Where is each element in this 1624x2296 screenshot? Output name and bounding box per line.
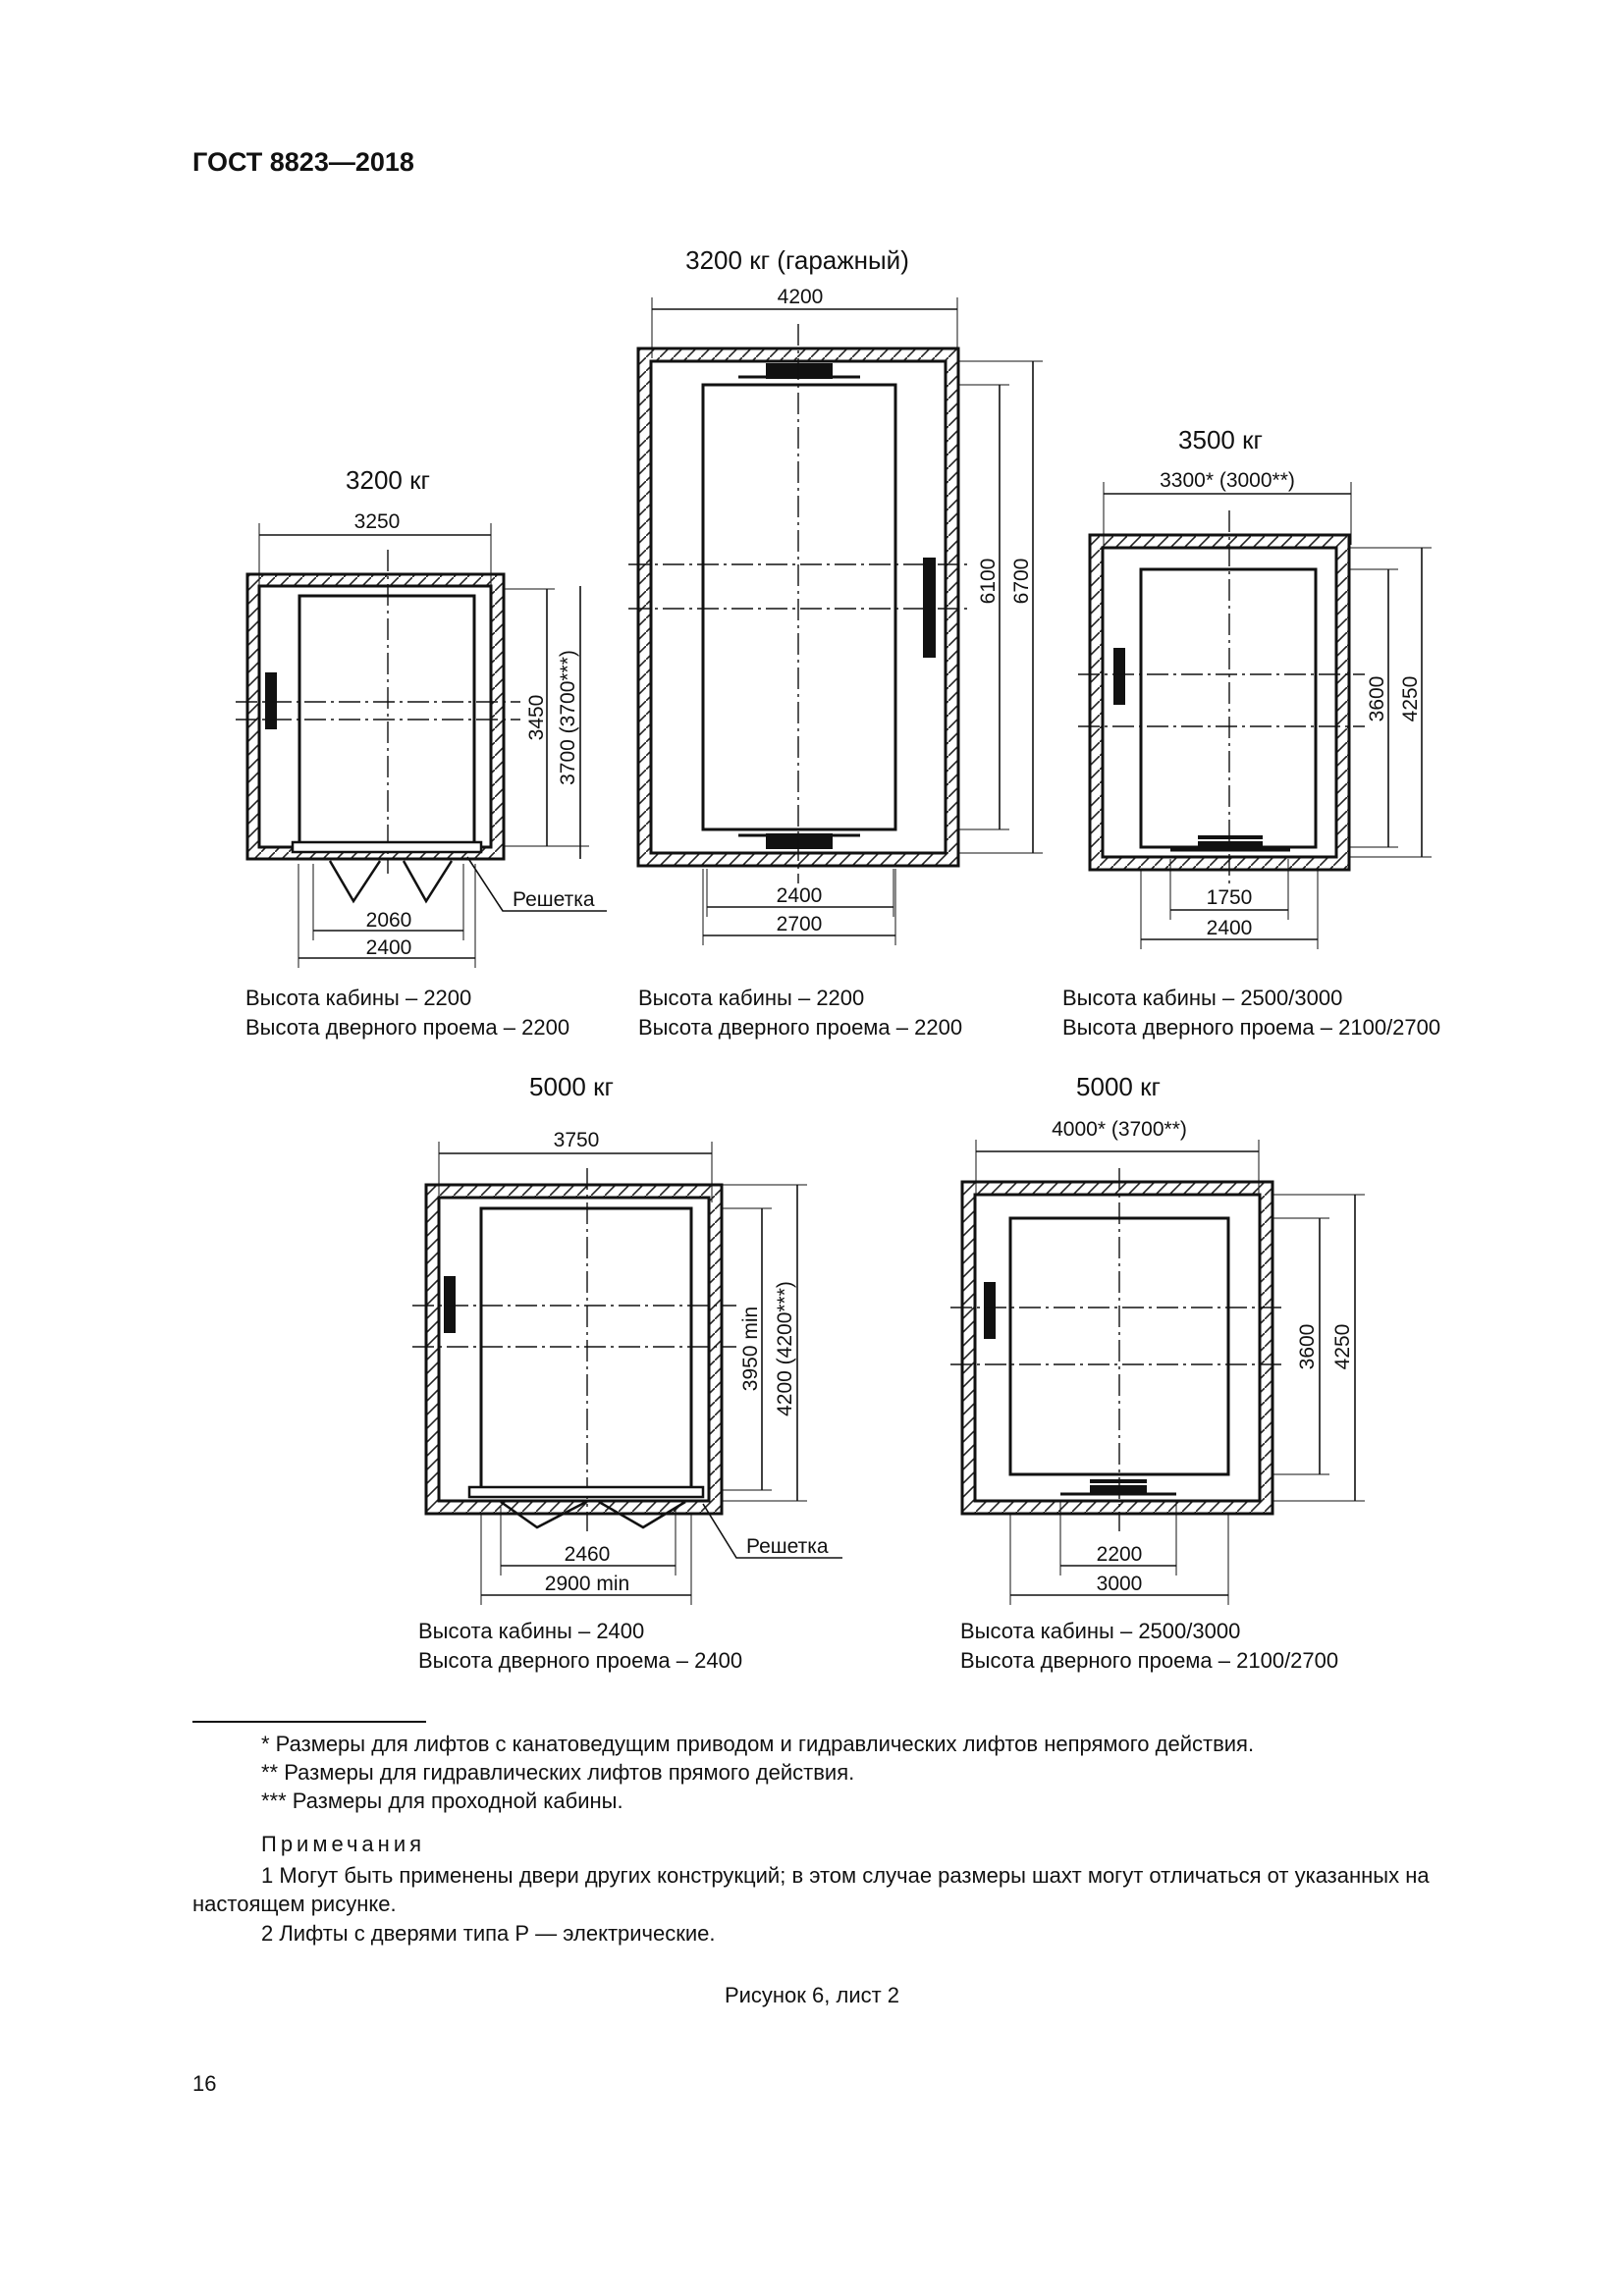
door-outer-d1: 2400 xyxy=(365,936,412,959)
depth-outer-d5: 4250 xyxy=(1331,1323,1354,1370)
title-d3: 3500 кг xyxy=(1178,425,1263,454)
depth-inner-d4: 3950 min xyxy=(739,1306,762,1392)
depth-inner-d3: 3600 xyxy=(1366,675,1388,722)
width-d1: 3250 xyxy=(353,510,401,533)
door-height-d5: Высота дверного проема – 2100/2700 xyxy=(960,1648,1339,1673)
width-d5: 4000* (3700**) xyxy=(1052,1118,1187,1141)
title-d5: 5000 кг xyxy=(1076,1072,1161,1101)
depth-outer-d1: 3700 (3700***) xyxy=(557,650,579,785)
cab-height-d4: Высота кабины – 2400 xyxy=(418,1619,645,1643)
door-inner-d2: 2400 xyxy=(776,884,823,907)
title-d1: 3200 кг xyxy=(346,465,430,495)
door-height-d1: Высота дверного проема – 2200 xyxy=(245,1015,570,1040)
caption-d3 xyxy=(1062,984,1440,1042)
depth-inner-d5: 3600 xyxy=(1296,1323,1319,1370)
grille-label-d4: Решетка xyxy=(746,1535,829,1558)
cab-height-d3: Высота кабины – 2500/3000 xyxy=(1062,986,1343,1010)
depth-inner-d2: 6100 xyxy=(977,558,1000,605)
diagram-3500-kg xyxy=(1078,425,1432,949)
diagram-5000-kg-b xyxy=(950,1072,1365,1605)
door-inner-d5: 2200 xyxy=(1096,1543,1143,1566)
cab-height-d5: Высота кабины – 2500/3000 xyxy=(960,1619,1241,1643)
depth-outer-d3: 4250 xyxy=(1399,675,1422,722)
door-inner-d3: 1750 xyxy=(1206,886,1253,909)
page-number: 16 xyxy=(192,2071,217,2096)
footnote-1: * Размеры для лифтов с канатоведущим приводом и гидравлических лифтов непрямого действия. xyxy=(261,1732,1255,1756)
door-height-d2: Высота дверного проема – 2200 xyxy=(638,1015,963,1040)
width-d2: 4200 xyxy=(777,286,824,308)
diagram-3200-kg xyxy=(236,465,607,968)
note-1: 1 Могут быть применены двери других конструкций; в этом случае размеры шахт могут отличаться от указанных на настоящем рисунке. xyxy=(192,1863,1430,1916)
depth-outer-d4: 4200 (4200***) xyxy=(774,1281,796,1416)
grille-label-d1: Решетка xyxy=(513,888,595,911)
door-inner-d4: 2460 xyxy=(564,1543,611,1566)
document-code: ГОСТ 8823—2018 xyxy=(192,147,414,177)
notes-title: Примечания xyxy=(261,1832,426,1856)
width-d4: 3750 xyxy=(553,1129,600,1151)
door-outer-d3: 2400 xyxy=(1206,917,1253,939)
depth-inner-d1: 3450 xyxy=(525,694,548,741)
title-d2: 3200 кг (гаражный) xyxy=(685,245,909,275)
depth-outer-d2: 6700 xyxy=(1010,558,1033,605)
caption-d4 xyxy=(418,1617,742,1676)
door-inner-d1: 2060 xyxy=(365,909,412,932)
caption-d1 xyxy=(245,984,569,1042)
footnote-divider xyxy=(192,1721,426,1723)
door-height-d3: Высота дверного проема – 2100/2700 xyxy=(1062,1015,1441,1040)
diagram-3200-kg-garage xyxy=(628,245,1043,945)
title-d4: 5000 кг xyxy=(529,1072,614,1101)
door-height-d4: Высота дверного проема – 2400 xyxy=(418,1648,743,1673)
figure-caption: Рисунок 6, лист 2 xyxy=(724,1983,900,2007)
caption-d2 xyxy=(638,984,962,1042)
note-2: 2 Лифты с дверями типа Р — электрические. xyxy=(261,1921,716,1946)
footnote-3: *** Размеры для проходной кабины. xyxy=(261,1789,623,1813)
cab-height-d2: Высота кабины – 2200 xyxy=(638,986,865,1010)
width-d3: 3300* (3000**) xyxy=(1160,469,1295,492)
caption-d5 xyxy=(960,1617,1338,1676)
footnote-2: ** Размеры для гидравлических лифтов прямого действия. xyxy=(261,1760,855,1785)
cab-height-d1: Высота кабины – 2200 xyxy=(245,986,472,1010)
door-outer-d4: 2900 min xyxy=(544,1573,630,1595)
door-outer-d5: 3000 xyxy=(1096,1573,1143,1595)
diagram-5000-kg-a xyxy=(412,1072,842,1605)
door-outer-d2: 2700 xyxy=(776,913,823,935)
